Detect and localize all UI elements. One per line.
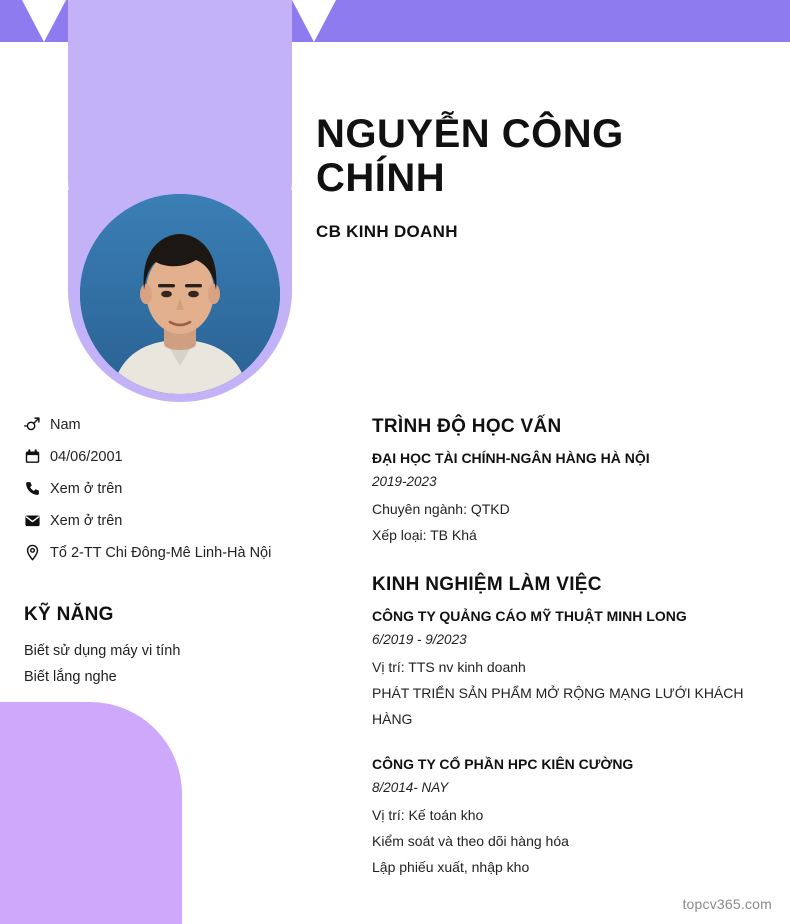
education-detail: Xếp loại: TB Khá — [372, 527, 477, 543]
contact-info-list — [24, 414, 324, 574]
contact-address: Tổ 2-TT Chi Đông-Mê Linh-Hà Nội — [50, 545, 272, 561]
location-icon — [24, 542, 50, 561]
gender-icon — [24, 414, 50, 433]
skills-section — [24, 604, 324, 690]
experience-detail: Vị trí: TTS nv kinh doanh — [372, 659, 526, 675]
list-item — [372, 448, 772, 548]
section-spacer — [372, 552, 772, 574]
band-notch-left — [22, 0, 66, 42]
job-title: CB KINH DOANH — [316, 222, 458, 241]
list-item: Biết sử dụng máy vi tính — [24, 643, 181, 659]
page-title — [316, 112, 756, 200]
experience-detail: PHÁT TRIỂN SẢN PHẨM MỞ RỘNG MẠNG LƯỚI KHÁCH HÀNG — [372, 685, 744, 727]
education-detail: Chuyên ngành: QTKD — [372, 501, 510, 517]
phone-icon — [24, 478, 50, 497]
contact-birthdate: 04/06/2001 — [50, 449, 123, 465]
watermark: topcv365.com — [682, 896, 772, 912]
list-item — [24, 542, 324, 564]
experience-section — [372, 574, 772, 880]
experience-org: CÔNG TY QUẢNG CÁO MỸ THUẬT MINH LONG — [372, 608, 687, 624]
experience-org: CÔNG TY CỔ PHẦN HPC KIÊN CƯỜNG — [372, 756, 634, 772]
avatar-container — [68, 190, 292, 402]
education-title: TRÌNH ĐỘ HỌC VẤN — [372, 416, 562, 437]
experience-detail: Lập phiếu xuất, nhập kho — [372, 859, 530, 875]
name-line-1: NGUYỄN CÔNG — [316, 112, 624, 156]
bottom-accent-block — [0, 702, 182, 924]
list-item — [24, 414, 324, 436]
contact-email: Xem ở trên — [50, 513, 123, 529]
name-line-2: CHÍNH — [316, 156, 446, 200]
main-content — [372, 416, 772, 884]
list-item — [372, 606, 772, 732]
entry-spacer — [372, 736, 772, 754]
calendar-icon — [24, 446, 50, 465]
header — [316, 112, 756, 242]
education-org: ĐẠI HỌC TÀI CHÍNH-NGÂN HÀNG HÀ NỘI — [372, 450, 650, 466]
band-notch-right — [292, 0, 336, 42]
education-section — [372, 416, 772, 548]
list-item — [372, 754, 772, 880]
avatar — [80, 194, 280, 394]
skills-title: KỸ NĂNG — [24, 604, 114, 625]
list-item: Biết lắng nghe — [24, 669, 117, 685]
contact-gender: Nam — [50, 417, 81, 433]
education-date: 2019-2023 — [372, 474, 437, 489]
experience-detail: Kiểm soát và theo dõi hàng hóa — [372, 833, 569, 849]
experience-detail: Vị trí: Kế toán kho — [372, 807, 484, 823]
experience-date: 6/2019 - 9/2023 — [372, 632, 467, 647]
list-item — [24, 446, 324, 468]
contact-phone: Xem ở trên — [50, 481, 123, 497]
list-item — [24, 478, 324, 500]
experience-date: 8/2014- NAY — [372, 780, 449, 795]
experience-title: KINH NGHIỆM LÀM VIỆC — [372, 574, 602, 595]
email-icon — [24, 510, 50, 529]
list-item — [24, 510, 324, 532]
